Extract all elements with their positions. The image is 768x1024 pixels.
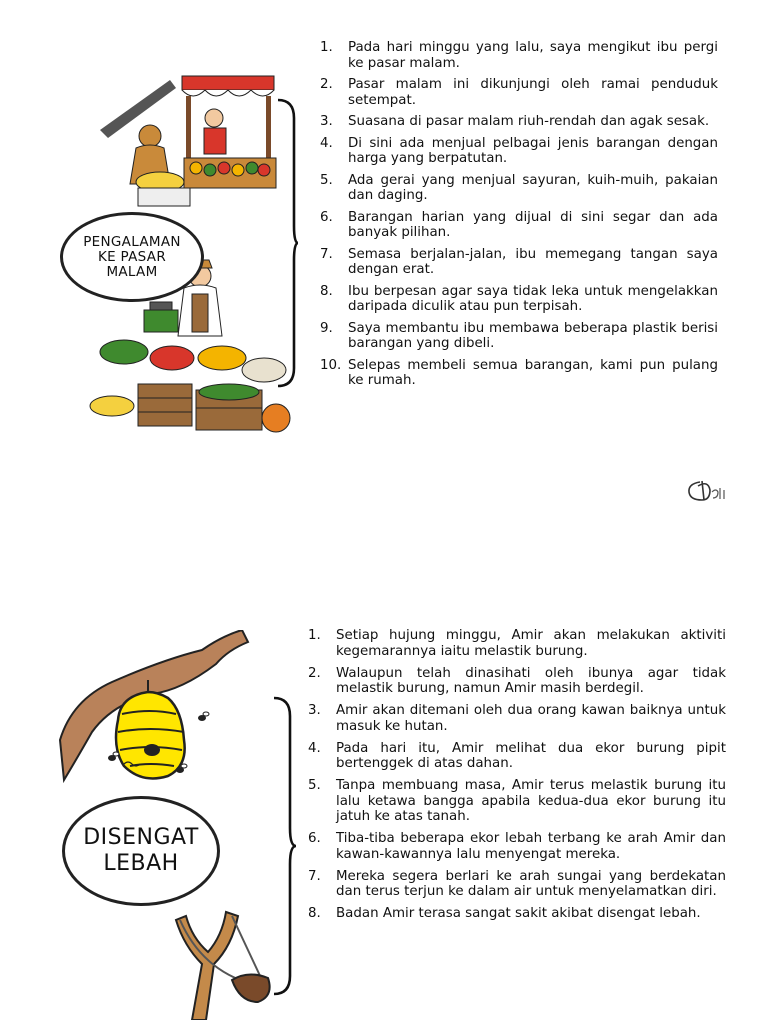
item-number: 4. — [308, 740, 321, 756]
item-number: 6. — [308, 831, 321, 846]
item-text: Di sini ada menjual pelbagai jenis barangan dengan harga yang berpatutan. — [348, 135, 718, 166]
list-item — [308, 666, 726, 697]
item-text: Saya membantu ibu membawa beberapa plastik berisi barangan yang dibeli. — [348, 320, 718, 351]
item-number: 8. — [308, 906, 321, 921]
list-item — [320, 210, 718, 241]
curly-brace — [276, 98, 300, 388]
item-text: Pada hari minggu yang lalu, saya mengikut ibu pergi ke pasar malam. — [348, 40, 718, 71]
item-number: 1. — [320, 40, 333, 55]
list-item — [308, 778, 726, 825]
item-text: Suasana di pasar malam riuh-rendah dan agak sesak. — [348, 114, 710, 129]
item-number: 9. — [320, 320, 333, 336]
topic-bubble-pasar-malam — [60, 212, 204, 302]
item-number: 3. — [308, 703, 321, 718]
topic-title-line: PENGALAMAN — [83, 233, 181, 250]
topic-title-line: DISENGAT — [83, 825, 199, 850]
item-number: 1. — [308, 628, 321, 643]
list-item — [308, 628, 726, 659]
item-number: 2. — [320, 77, 333, 92]
curly-brace — [272, 696, 298, 996]
slingshot-image — [176, 912, 270, 1020]
topic-title-line: LEBAH — [103, 851, 179, 876]
list-item — [320, 40, 718, 71]
topic-title-line: KE PASAR — [97, 248, 167, 265]
item-text: Amir akan ditemani oleh dua orang kawan baiknya untuk masuk ke hutan. — [336, 703, 726, 734]
item-text: Ibu berpesan agar saya tidak leka untuk mengelakkan daripada diculik atau pun terpisah. — [348, 283, 718, 314]
list-item — [308, 703, 726, 734]
list-item — [320, 247, 718, 278]
item-text: Walaupun telah dinasihati oleh ibunya agar tidak melastik burung, namun Amir masih berdegil. — [336, 665, 726, 696]
item-text: Ada gerai yang menjual sayuran, kuih-muih, pakaian dan daging. — [348, 172, 718, 203]
topic-bubble-disengat-lebah — [62, 796, 220, 906]
item-text: Tanpa membuang masa, Amir terus melastik burung itu lalu ketawa bangga apabila kedua-dua ekor burung itu jatuh ke atas tanah. — [336, 778, 726, 824]
list-item — [308, 741, 726, 772]
item-number: 4. — [320, 135, 333, 151]
item-text: Pasar malam ini dikunjungi oleh ramai penduduk setempat. — [348, 77, 718, 108]
list-item — [320, 136, 718, 167]
item-text: Mereka segera berlari ke arah sungai yang berdekatan dan terus terjun ke dalam air untuk menyelamatkan diri. — [336, 868, 726, 899]
item-text: Tiba-tiba beberapa ekor lebah terbang ke arah Amir dan kawan-kawannya lalu menyengat mereka. — [336, 831, 726, 862]
list-item — [320, 284, 718, 315]
item-text: Setiap hujung minggu, Amir akan melakukan aktiviti kegemarannya iaitu melastik burung. — [336, 628, 726, 659]
list-item — [308, 869, 726, 900]
list-item — [308, 831, 726, 862]
item-number: 6. — [320, 209, 333, 225]
topic-title-line: MALAM — [106, 263, 158, 280]
list-item — [320, 321, 718, 352]
item-number: 5. — [320, 172, 333, 188]
fruit-stall-image — [100, 76, 276, 206]
item-text: Badan Amir terasa sangat sakit akibat disengat lebah. — [336, 906, 701, 921]
item-text: Barangan harian yang dijual di sini segar dan ada banyak pilihan. — [348, 209, 718, 240]
list-item — [320, 358, 718, 389]
item-number: 5. — [308, 778, 321, 793]
item-number: 8. — [320, 283, 333, 299]
pasar-malam-sentence-list — [320, 40, 718, 395]
item-number: 2. — [308, 665, 321, 681]
item-text: Pada hari itu, Amir melihat dua ekor burung pipit bertenggek di atas dahan. — [336, 740, 726, 771]
list-item — [320, 173, 718, 204]
item-number: 7. — [320, 246, 333, 262]
item-number: 7. — [308, 868, 321, 884]
list-item — [320, 77, 718, 108]
item-number: 3. — [320, 114, 333, 129]
disengat-lebah-sentence-list — [308, 628, 726, 928]
list-item — [320, 114, 718, 130]
item-text: Semasa berjalan-jalan, ibu memegang tangan saya dengan erat. — [348, 246, 718, 277]
item-number: 10. — [320, 357, 342, 373]
list-item — [308, 906, 726, 922]
signature-logo-image — [686, 478, 728, 504]
item-text: Selepas membeli semua barangan, kami pun pulang ke rumah. — [348, 357, 718, 388]
